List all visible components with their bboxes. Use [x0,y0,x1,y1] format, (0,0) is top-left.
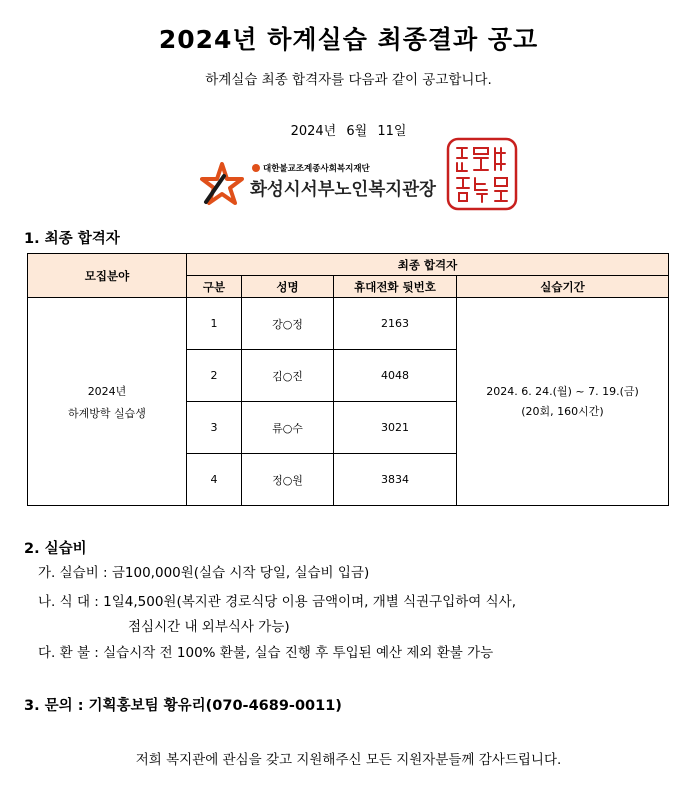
foundation-name: 대한불교조계종사회복지재단 [252,162,370,174]
period-dates: 2024. 6. 24.(월) ~ 7. 19.(금) [486,384,639,398]
document-subtitle: 하계실습 최종 합격자를 다음과 같이 공고합니다. [205,72,492,88]
final-passers-table [27,253,669,506]
section-heading-final-passers: 1. 최종 합격자 [24,231,120,247]
row-phone: 2163 [334,298,457,350]
header-no: 구분 [187,276,242,298]
row-no: 2 [187,350,242,402]
header-recruit-field: 모집분야 [28,254,187,298]
header-name: 성명 [242,276,334,298]
header-period: 실습기간 [457,276,669,298]
fee-line-practice-fee: 가. 실습비 : 금100,000원(실습 시작 당일, 실습비 입금) [38,565,370,581]
fee-line-meal: 나. 식 대 : 1일4,500원(복지관 경로식당 이용 금액이며, 개별 식권구입하여 식사, [38,594,516,610]
row-name: 김○진 [242,350,334,402]
section-heading-contact: 3. 문의 : 기획홍보팀 황유리(070-4689-0011) [24,698,342,714]
row-no: 1 [187,298,242,350]
row-phone: 3021 [334,402,457,454]
recruit-field-cell [28,298,187,506]
row-no: 4 [187,454,242,506]
period-cell [457,298,669,506]
fee-line-refund: 다. 환 불 : 실습시작 전 100% 환불, 실습 진행 후 투입된 예산 제외 환불 가능 [38,645,494,661]
row-name: 류○수 [242,402,334,454]
star-logo-icon [200,162,244,206]
official-seal [445,136,519,212]
section-heading-fee: 2. 실습비 [24,541,87,557]
header-phone-last-digits: 휴대전화 뒷번호 [334,276,457,298]
document-title: 2024년 하계실습 최종결과 공고 [158,25,539,54]
period-sessions: (20회, 160시간) [521,404,604,418]
organization-logo [200,158,460,208]
row-phone: 3834 [334,454,457,506]
field-program: 하계방학 실습생 [68,406,146,420]
field-year: 2024년 [87,384,127,398]
row-name: 강○정 [242,298,334,350]
dharma-wheel-icon [252,164,260,172]
header-final-passers: 최종 합격자 [187,254,669,276]
closing-message: 저희 복지관에 관심을 갖고 지원해주신 모든 지원자분들께 감사드립니다. [135,752,562,768]
row-phone: 4048 [334,350,457,402]
row-no: 3 [187,402,242,454]
table-row [28,298,669,350]
row-name: 정○원 [242,454,334,506]
organization-name: 화성시서부노인복지관장 [250,180,436,200]
announcement-date: 2024년 6월 11일 [290,124,407,139]
fee-line-meal-cont: 점심시간 내 외부식사 가능) [128,619,290,635]
